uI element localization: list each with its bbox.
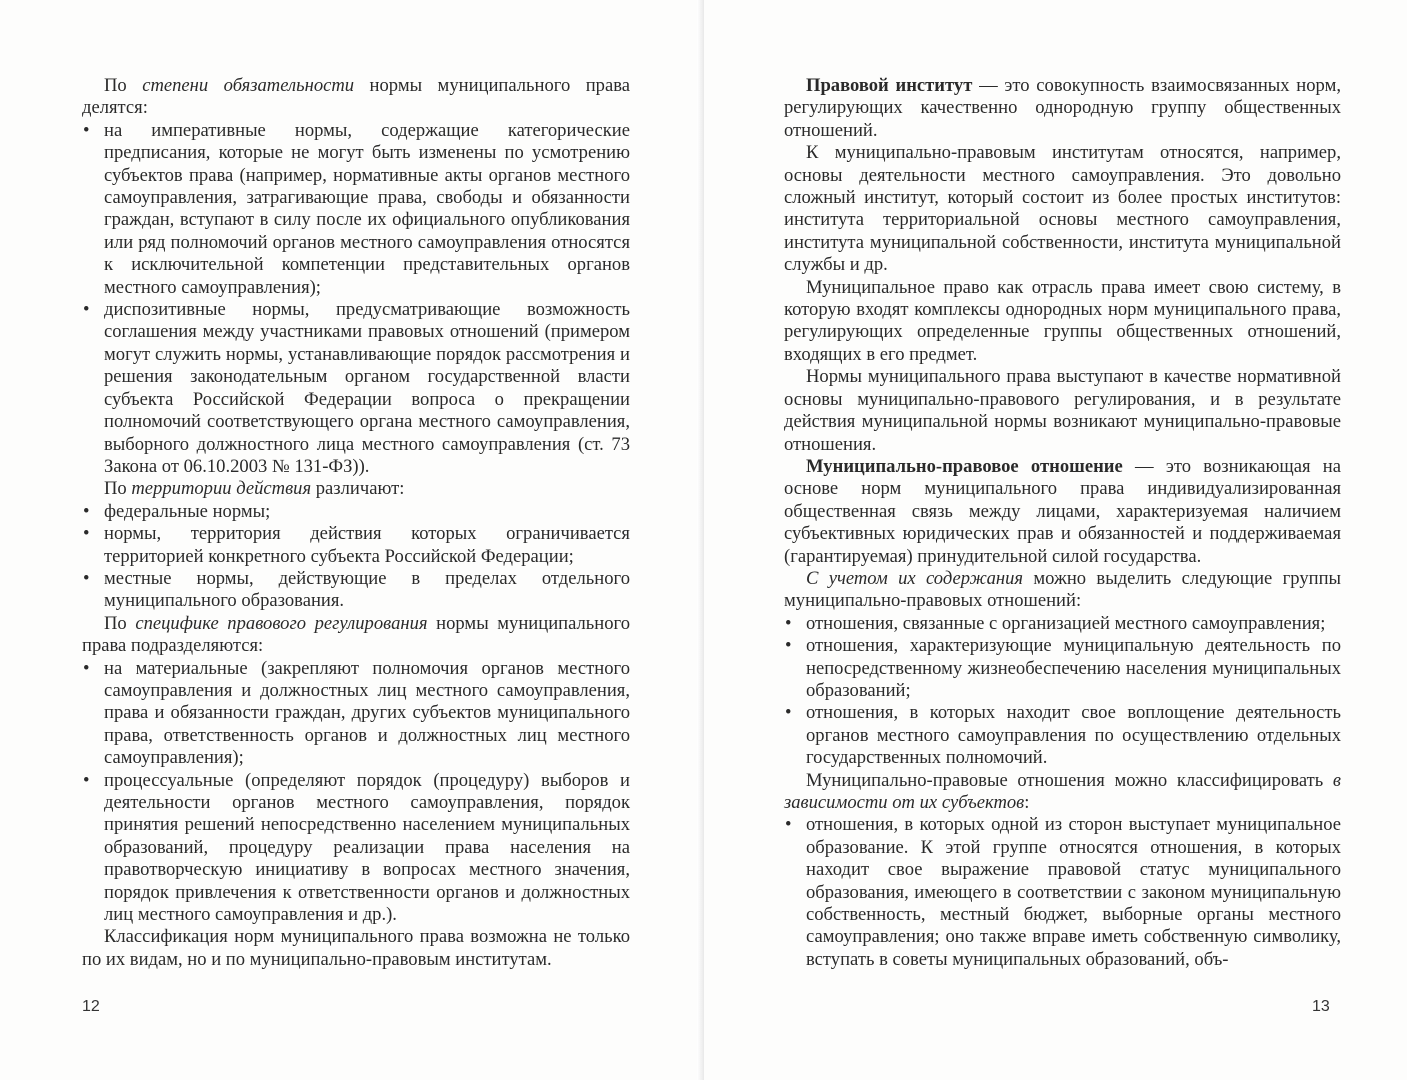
paragraph-text: различают:	[311, 478, 405, 500]
list-item: • диспозитивные нормы, предусматривающие возможность соглашения между участниками правовых отношений (примером могут служить нормы, устанавливающие порядок рассмотрения и решения законодательным органом государственной власти субъекта Российской Федерации вопроса о прекращении полномочий соответствующего органа местного самоуправления, выборного должностного лица местного самоуправления (ст. 73 Закона от 06.10.2003 № 131-ФЗ)).	[82, 299, 630, 478]
paragraph-text: нормы муниципального права делятся:	[82, 75, 631, 119]
left-page	[0, 0, 703, 1080]
bold-term: Муниципально-правовое отношение	[806, 455, 1123, 477]
paragraph-text: — это совокупность взаимосвязанных норм, регулирующих качественно однородную группу общественных отношений.	[784, 75, 1341, 141]
paragraph: Классификация норм муниципального права возможна не только по их видам, но и по муниципально-правовым институтам.	[82, 926, 630, 970]
italic-term: степени обязательности	[142, 75, 355, 96]
paragraph	[784, 568, 1341, 613]
italic-term: специфике правового регулирования	[135, 612, 428, 634]
right-page	[704, 0, 1407, 1080]
italic-term: территории действия	[131, 478, 312, 500]
list-item: • нормы, территория действия которых ограничивается территорией конкретного субъекта Российской Федерации;	[82, 523, 630, 568]
right-page-text	[784, 75, 1341, 971]
bullet-list	[784, 814, 1341, 971]
paragraph	[82, 613, 630, 658]
paragraph-text: По	[104, 75, 143, 96]
paragraph	[784, 770, 1341, 815]
page-number: 13	[1312, 998, 1330, 1015]
paragraph-text: можно выделить следующие группы муниципально-правовых отношений:	[784, 567, 1342, 612]
bullet-list	[784, 613, 1341, 770]
paragraph-text: По	[104, 612, 136, 634]
list-item: • отношения, в которых находит свое воплощение деятельность органов местного самоуправления по осуществлению отдельных государственных полномочий.	[784, 702, 1341, 769]
bullet-list	[82, 658, 630, 927]
paragraph: К муниципально-правовым институтам относятся, например, основы деятельности местного самоуправления. Это довольно сложный институт, который состоит из более простых институтов: института территориальной основы местного самоуправления, института муниципальной собственности, института муниципальной службы и др.	[784, 142, 1341, 276]
paragraph-text: нормы муниципального права подразделяются:	[82, 612, 630, 657]
left-page-text	[82, 75, 630, 971]
bullet-list	[82, 120, 630, 479]
paragraph	[784, 75, 1341, 142]
italic-term: в зависимости от их субъектов	[784, 769, 1341, 813]
paragraph: Нормы муниципального права выступают в качестве нормативной основы муниципально-правового регулирования, и в результате действия муниципальной нормы возникают муниципально-правовые отношения.	[784, 366, 1341, 455]
paragraph-text: По	[104, 478, 132, 500]
paragraph	[82, 478, 630, 500]
paragraph: Муниципальное право как отрасль права имеет свою систему, в которую входят комплексы однородных норм муниципального права, регулирующих определенные группы общественных отношений, входящих в его предмет.	[784, 276, 1341, 365]
list-item: • процессуальные (определяют порядок (процедуру) выборов и деятельности органов местного самоуправления, порядок принятия решений непосредственно населением муниципальных образований, процедуру реализации права населения на правотворческую инициативу в вопросах местного значения, порядок привлечения к ответственности органов и должностных лиц местного самоуправления и др.).	[82, 770, 630, 927]
list-item: • местные нормы, действующие в пределах отдельного муниципального образования.	[82, 568, 630, 613]
paragraph	[82, 75, 630, 120]
list-item: • федеральные нормы;	[82, 501, 630, 523]
italic-term: С учетом их содержания	[806, 567, 1024, 589]
paragraph	[784, 456, 1341, 568]
page-number: 12	[82, 998, 100, 1015]
paragraph-text: — это возникающая на основе норм муниципального права индивидуализированная общественная связь между лицами, характеризуемая наличием субъективных юридических прав и обязанностей и поддерживаемая (гарантируемая) принудительной силой государства.	[784, 455, 1341, 567]
list-item: • отношения, характеризующие муниципальную деятельность по непосредственному жизнеобеспечению населения муниципальных образований;	[784, 635, 1341, 702]
bullet-list	[82, 501, 630, 613]
list-item: • на материальные (закрепляют полномочия органов местного самоуправления и должностных лиц местного самоуправления, права и обязанности граждан, других субъектов муниципального права, ответственность органов и должностных лиц местного самоуправления);	[82, 658, 630, 770]
paragraph-text: :	[1024, 792, 1030, 813]
paragraph-text: Муниципально-правовые отношения можно классифицировать	[806, 769, 1324, 791]
list-item: • отношения, в которых одной из сторон выступает муниципальное образование. К этой группе относятся отношения, в которых находит свое выражение правовой статус муниципального образования, имеющего в соответствии с законом муниципальную собственность, местный бюджет, выборные органы местного самоуправления; оно также вправе иметь собственную символику, вступать в советы муниципальных образований, объ-	[784, 814, 1341, 971]
list-item: • на императивные нормы, содержащие категорические предписания, которые не могут быть изменены по усмотрению субъектов права (например, нормативные акты органов местного самоуправления, затрагивающие права, свободы и обязанности граждан, вступают в силу после их официального опубликования или ряд полномочий органов местного самоуправления относятся к исключительной компетенции представительных органов местного самоуправления);	[82, 120, 630, 299]
list-item: • отношения, связанные с организацией местного самоуправления;	[784, 613, 1341, 635]
bold-term: Правовой институт	[806, 75, 973, 96]
